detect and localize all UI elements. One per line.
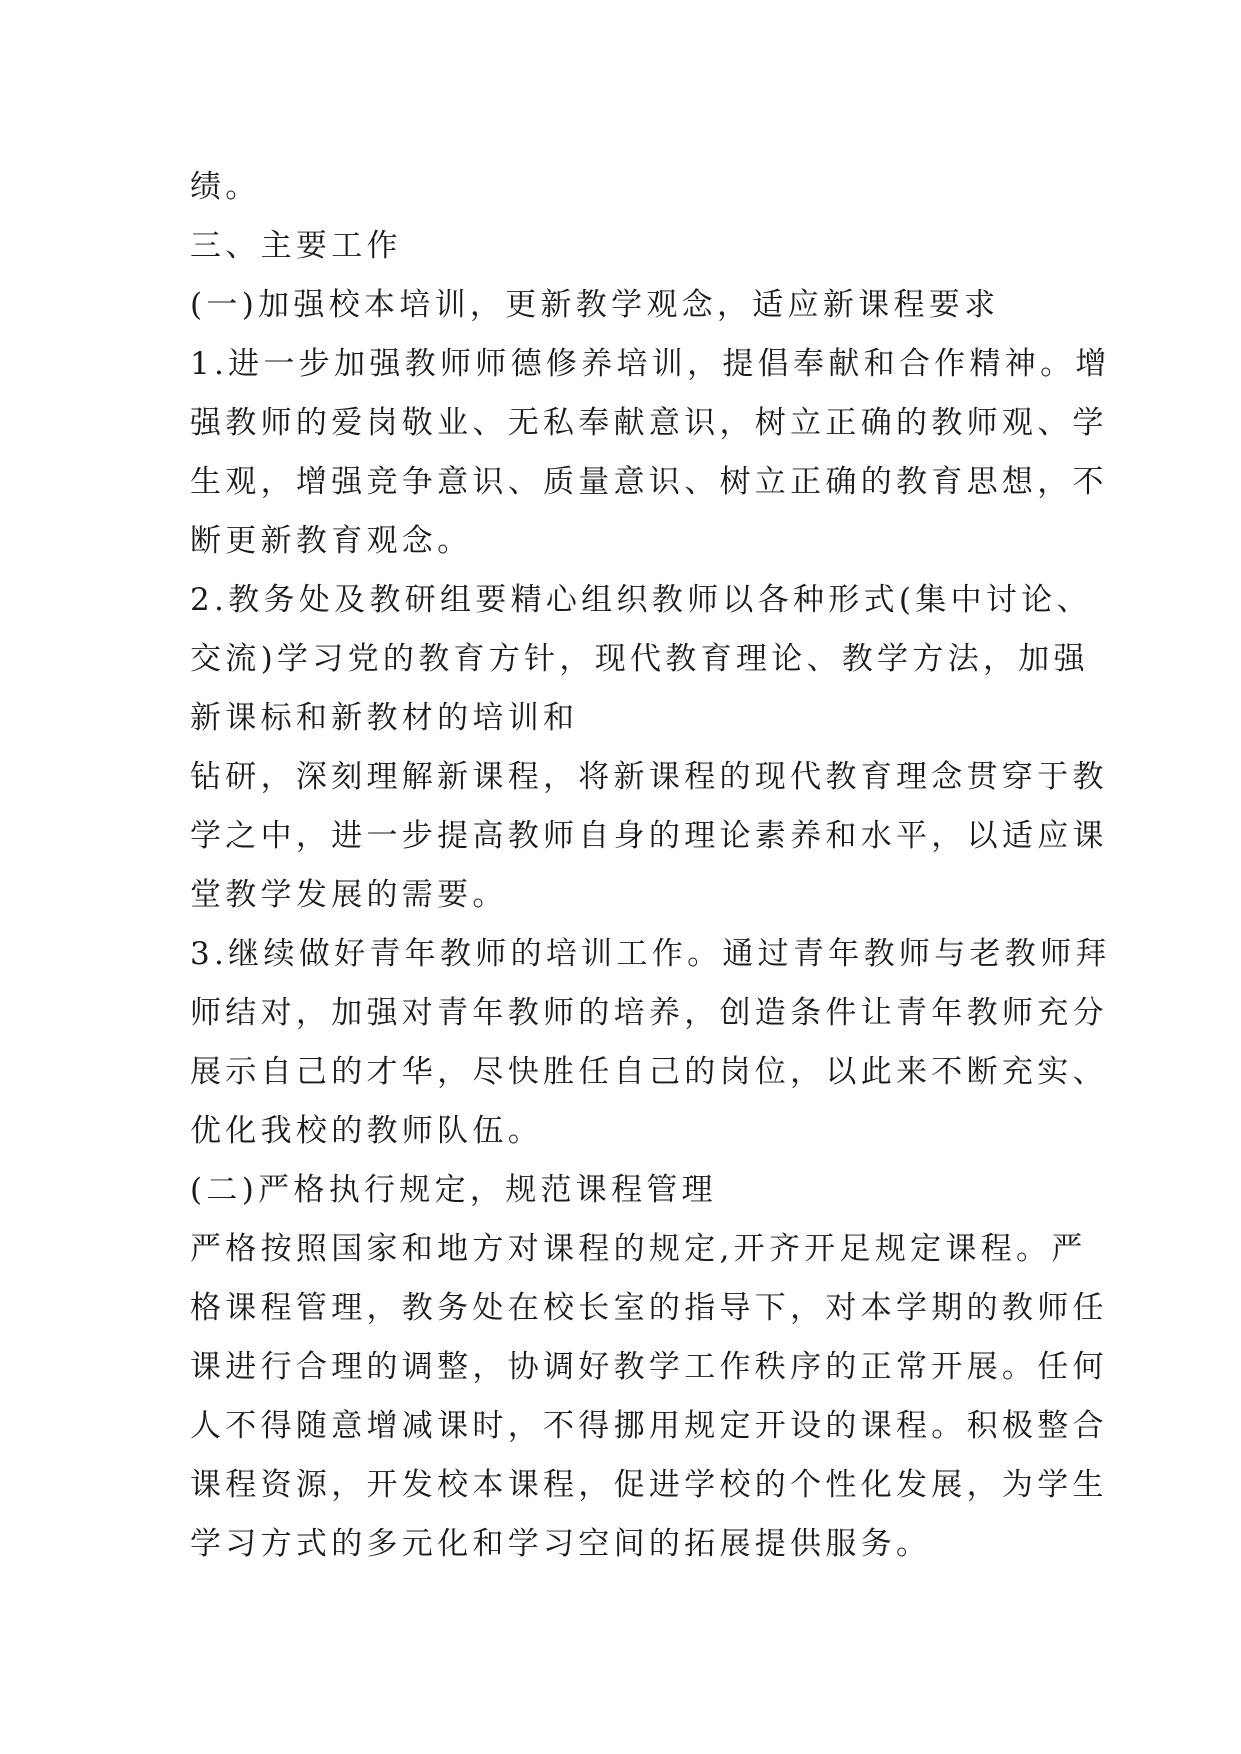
text-line: 学习方式的多元化和学习空间的拓展提供服务。 bbox=[190, 1526, 932, 1562]
text-line: 学之中，进一步提高教师自身的理论素养和水平，以适应课 bbox=[190, 818, 1108, 854]
text-line: 展示自己的才华，尽快胜任自己的岗位，以此来不断充实、 bbox=[190, 1054, 1108, 1090]
text-line: 1.进一步加强教师师德修养培训，提倡奉献和合作精神。增 bbox=[190, 346, 1111, 382]
text-line: 优化我校的教师队伍。 bbox=[190, 1113, 543, 1149]
subsection-heading: (二)严格执行规定，规范课程管理 bbox=[190, 1172, 717, 1208]
text-line: 3.继续做好青年教师的培训工作。通过青年教师与老教师拜 bbox=[190, 936, 1111, 972]
section-heading: 三、主要工作 bbox=[190, 228, 402, 264]
text-line: 堂教学发展的需要。 bbox=[190, 877, 508, 913]
text-line: 师结对，加强对青年教师的培养，创造条件让青年教师充分 bbox=[190, 995, 1108, 1031]
text-line: 课进行合理的调整，协调好教学工作秩序的正常开展。任何 bbox=[190, 1349, 1108, 1385]
text-line: 生观，增强竞争意识、质量意识、树立正确的教育思想，不 bbox=[190, 464, 1108, 500]
text-line: 绩。 bbox=[190, 169, 261, 205]
document-body bbox=[190, 158, 1111, 1574]
text-line: 人不得随意增减课时，不得挪用规定开设的课程。积极整合 bbox=[190, 1408, 1108, 1444]
text-line: 严格按照国家和地方对课程的规定,开齐开足规定课程。严 bbox=[190, 1231, 1087, 1267]
text-line: 钻研，深刻理解新课程，将新课程的现代教育理念贯穿于教 bbox=[190, 759, 1108, 795]
text-line: 断更新教育观念。 bbox=[190, 523, 473, 559]
text-line: 新课标和新教材的培训和 bbox=[190, 700, 579, 736]
subsection-heading: (一)加强校本培训，更新教学观念，适应新课程要求 bbox=[190, 287, 1000, 323]
text-line: 2.教务处及教研组要精心组织教师以各种形式(集中讨论、 bbox=[190, 582, 1092, 618]
text-line: 强教师的爱岗敬业、无私奉献意识，树立正确的教师观、学 bbox=[190, 405, 1108, 441]
text-line: 格课程管理，教务处在校长室的指导下，对本学期的教师任 bbox=[190, 1290, 1108, 1326]
text-line: 交流)学习党的教育方针，现代教育理论、教学方法，加强 bbox=[190, 641, 1089, 677]
text-line: 课程资源，开发校本课程，促进学校的个性化发展，为学生 bbox=[190, 1467, 1108, 1503]
